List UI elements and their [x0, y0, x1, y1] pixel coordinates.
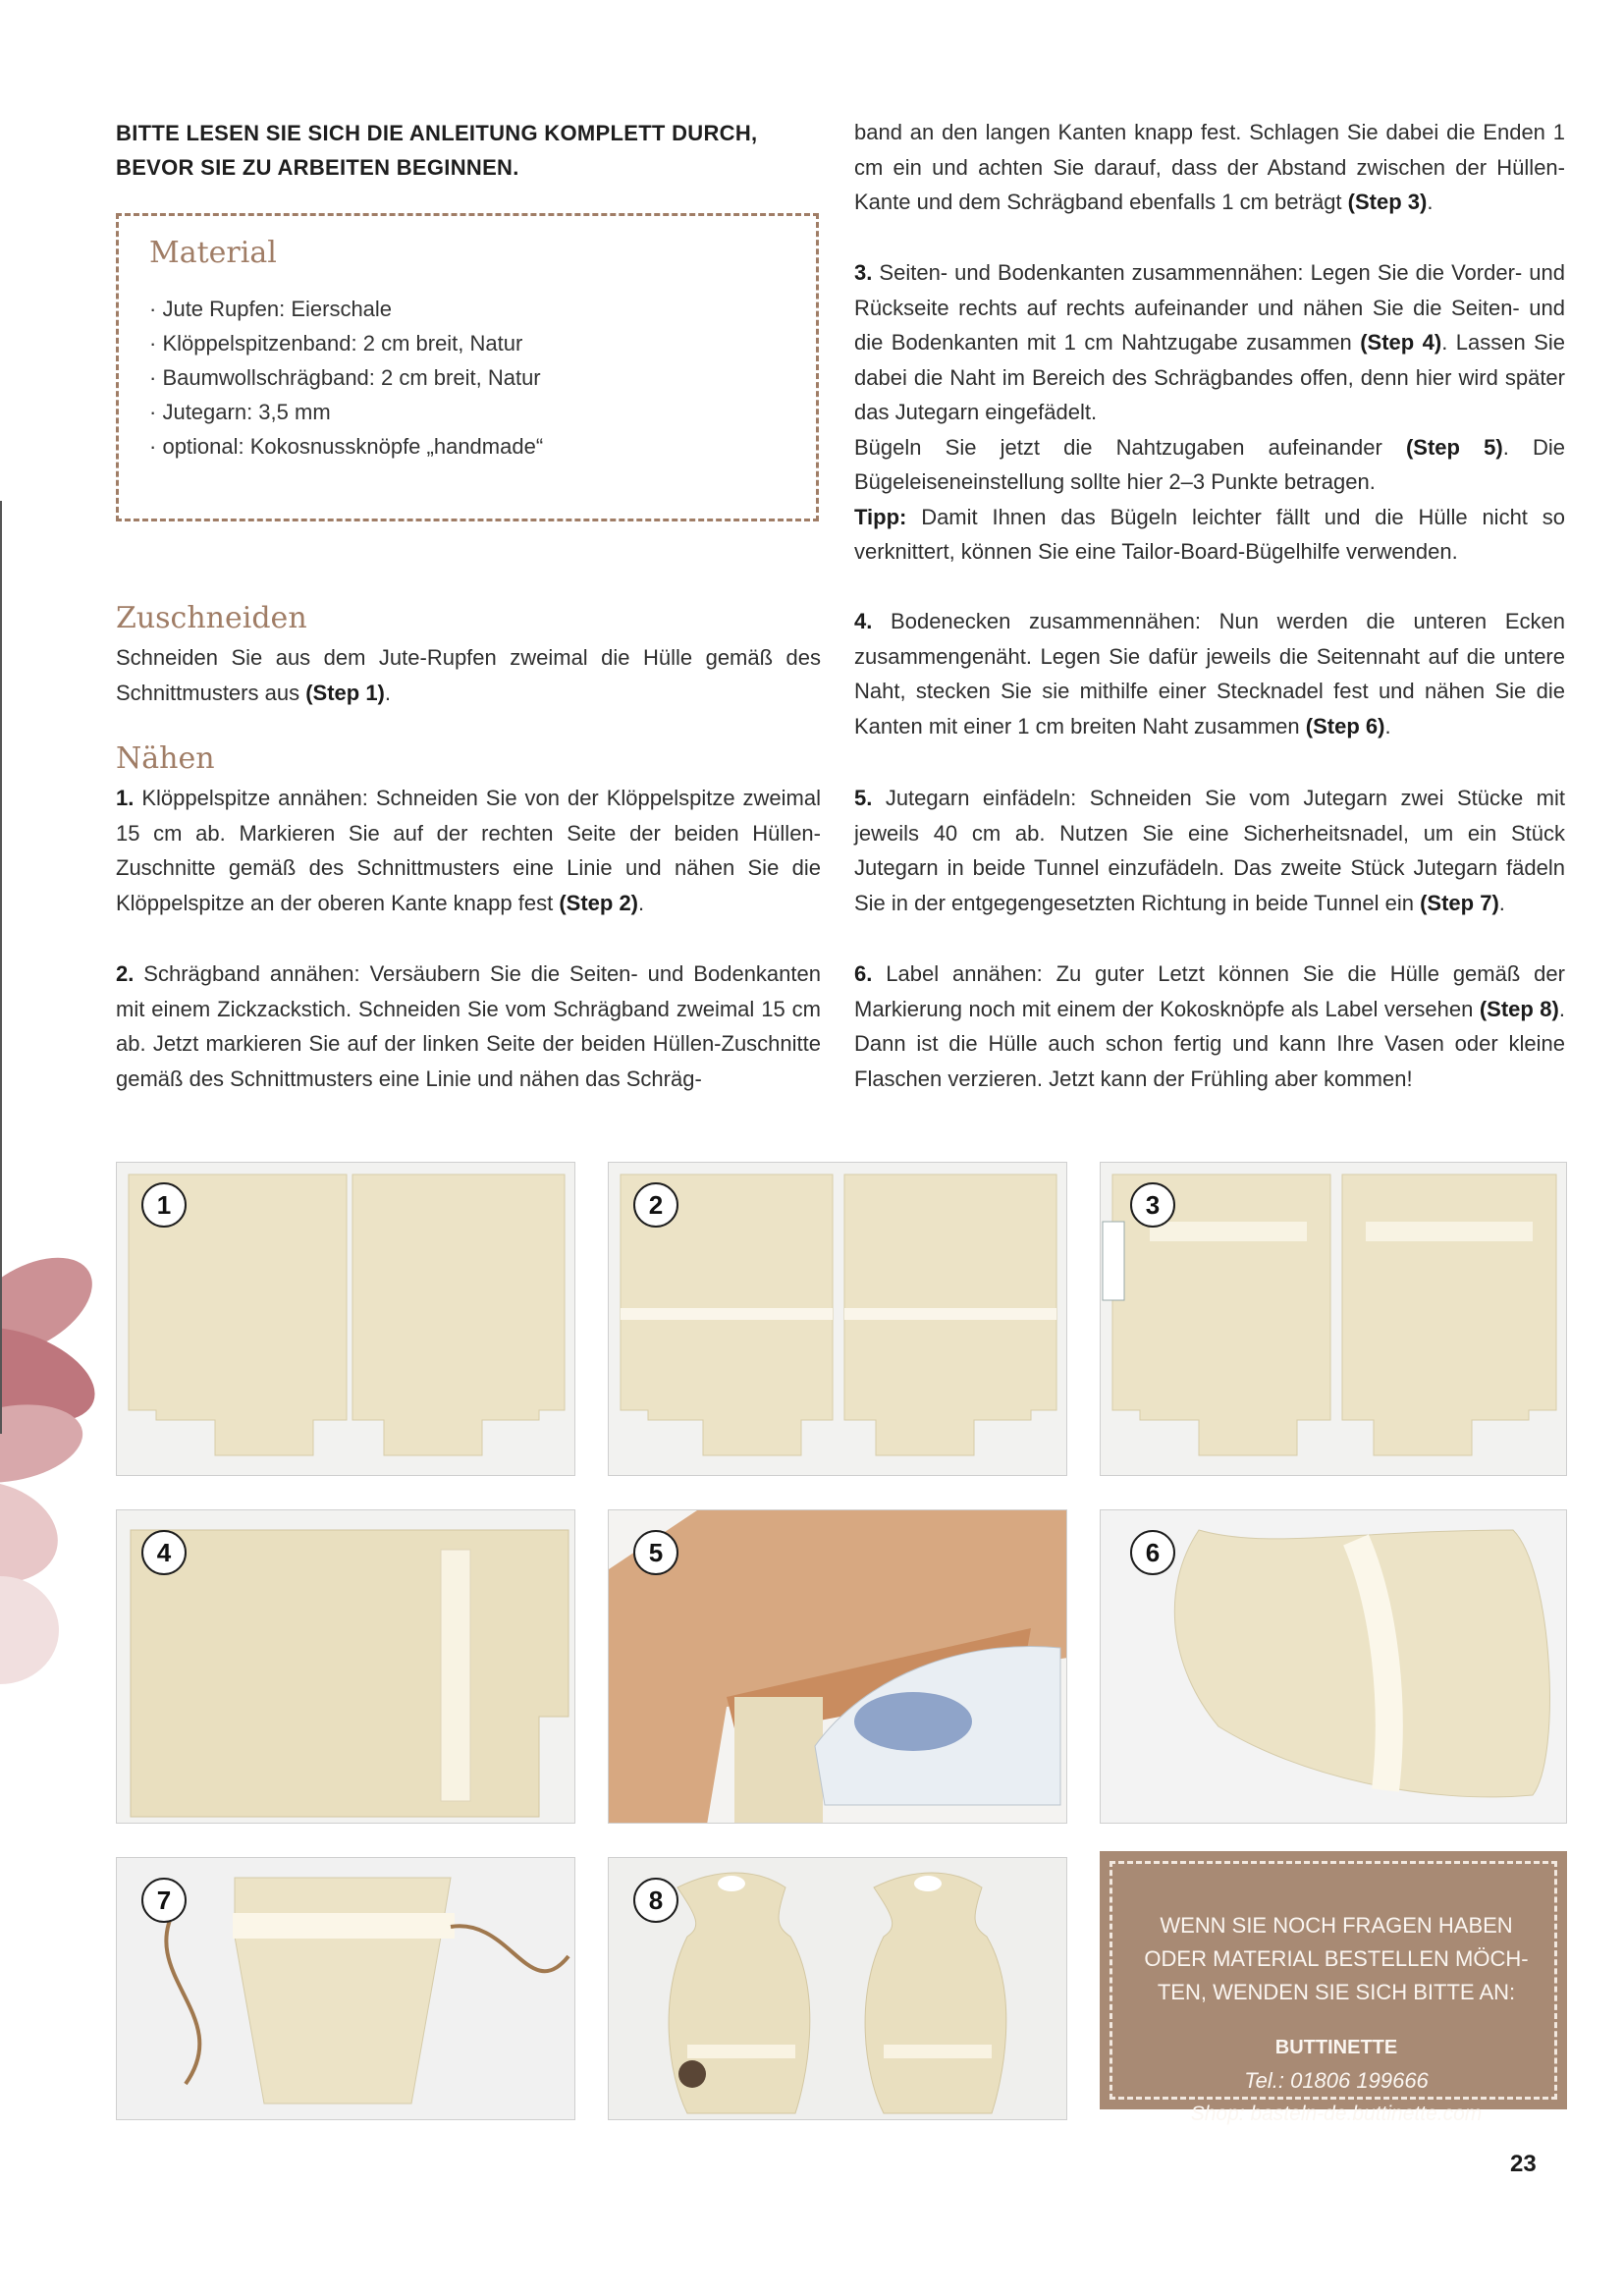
contact-box — [1100, 1851, 1567, 2125]
material-item: · Baumwollschrägband: 2 cm breit, Natur — [149, 360, 543, 395]
material-item: · optional: Kokosnussknöpfe „handmade“ — [149, 429, 543, 464]
intro-line: BITTE LESEN SIE SICH DIE ANLEITUNG KOMPLETT DURCH, — [116, 121, 758, 145]
step-ref: (Step 8) — [1479, 996, 1559, 1021]
step-photo-5 — [608, 1509, 1067, 1824]
step6-text: Label annähen: Zu guter Letzt können Sie die Hülle gemäß der Markierung noch mit einem der Kokosknöpfe als Label versehen — [854, 961, 1565, 1021]
step-ref: (Step 3) — [1347, 190, 1428, 214]
contact-line: TEN, WENDEN SIE SICH BITTE AN: — [1157, 1980, 1516, 2004]
step1-text: Klöppelspitze annähen: Schneiden Sie von der Klöppelspitze zweimal 15 cm ab. Markieren Sie auf der rechten Seite der beiden Hüllen-Zuschnitte gemäß des Schnittmusters eine Linie und nähen Sie die Klöppelspitze an der oberen Kante knapp fest — [116, 786, 821, 915]
material-item: · Klöppelspitzenband: 2 cm breit, Natur — [149, 326, 543, 360]
step-photo-7 — [116, 1857, 575, 2120]
cutting-heading: Zuschneiden — [116, 601, 307, 635]
step-number: 3. — [854, 260, 873, 285]
step-badge: 1 — [141, 1182, 187, 1228]
step6-text2: Dann ist die Hülle auch schon fertig und kann Ihre Vasen oder kleine Flaschen verzieren. Jetzt kann der Frühling aber kommen! — [854, 1031, 1565, 1091]
intro-line: BEVOR SIE ZU ARBEITEN BEGINNEN. — [116, 155, 519, 180]
step-ref: (Step 1) — [305, 680, 385, 705]
step-photo-2 — [608, 1162, 1067, 1476]
step-badge: 7 — [141, 1878, 187, 1923]
step-number: 4. — [854, 609, 873, 633]
intro-note — [116, 116, 823, 185]
contact-shop: Shop: basteln-de.buttinette.com — [1190, 2103, 1483, 2125]
step-photo-1 — [116, 1162, 575, 1476]
contact-line: WENN SIE NOCH FRAGEN HABEN — [1160, 1913, 1513, 1938]
step-ref: (Step 6) — [1305, 713, 1385, 738]
step-number: 5. — [854, 786, 873, 810]
step5-text: Jutegarn einfädeln: Schneiden Sie vom Jutegarn zwei Stücke mit jeweils 40 cm ab. Nutzen Sie eine Sicherheitsnadel, um ein Stück Jutegarn in beide Tunnel einzufädeln. Das zweite Stück Jutegarn fädeln Sie in der entgegengesetzten Richtung in beide Tunnel ein — [854, 786, 1565, 915]
step5-paragraph: 5. Jutegarn einfädeln: Schneiden Sie vom Jutegarn zwei Stücke mit jeweils 40 cm ab. Nutzen Sie eine Sicherheitsnadel, um ein Stück Jutegarn in beide Tunnel einzufädeln. Das zweite Stück Jutegarn fädeln Sie in der entgegengesetzten Richtung in beide Tunnel ein (Step 7). — [854, 786, 1565, 915]
step-photo-8 — [608, 1857, 1067, 2120]
material-item: · Jute Rupfen: Eierschale — [149, 292, 543, 326]
step3b-text2: Die Bügeleiseneinstellung sollte hier 2–3 Punkte betragen. — [854, 434, 1565, 494]
material-item: · Jutegarn: 3,5 mm — [149, 395, 543, 429]
step-badge: 8 — [633, 1878, 678, 1923]
step-badge: 4 — [141, 1530, 187, 1575]
contact-company: BUTTINETTE — [1274, 2037, 1398, 2058]
step-number: 1. — [116, 786, 135, 810]
step6-paragraph: 6. Label annähen: Zu guter Letzt können Sie die Hülle gemäß der Markierung noch mit einem der Kokosknöpfe als Label versehen (Step 8). Dann ist die Hülle auch schon fertig und kann Ihre Vasen oder kleine Flaschen verzieren. Jetzt kann der Frühling aber kommen! — [854, 961, 1565, 1091]
step4-paragraph: 4. Bodenecken zusammennähen: Nun werden die unteren Ecken zusammengenäht. Legen Sie dafür jeweils die Seitennaht auf die untere Naht, stecken Sie sie mithilfe einer Stecknadel fest und nähen Sie die Kanten mit einer 1 cm breiten Naht zusammen (Step 6). — [854, 609, 1565, 738]
step-photo-6 — [1100, 1509, 1567, 1824]
tip-label: Tipp: — [854, 504, 907, 529]
step-number: 2. — [116, 961, 135, 986]
step-ref: (Step 5) — [1405, 434, 1503, 460]
material-list — [149, 292, 543, 464]
tip-text: Damit Ihnen das Bügeln leichter fällt und die Hülle nicht so verknittert, können Sie eine Tailor-Board-Bügelhilfe verwenden. — [854, 504, 1565, 564]
step-badge: 2 — [633, 1182, 678, 1228]
cutting-paragraph: Schneiden Sie aus dem Jute-Rupfen zweimal die Hülle gemäß des Schnittmusters aus (Step 1). — [116, 645, 821, 705]
contact-phone: Tel.: 01806 199666 — [1244, 2068, 1429, 2093]
step-photo-3 — [1100, 1162, 1567, 1476]
sewing-heading: Nähen — [116, 741, 215, 776]
cutting-text: Schneiden Sie aus dem Jute-Rupfen zweimal die Hülle gemäß des Schnittmusters aus — [116, 645, 821, 705]
step-ref: (Step 4) — [1360, 330, 1442, 355]
step-number: 6. — [854, 961, 873, 986]
step2-text: Schrägband annähen: Versäubern Sie die Seiten- und Bodenkanten mit einem Zickzackstich. Schneiden Sie vom Schrägband zweimal 15 cm ab. Jetzt markieren Sie auf der linken Seite der beiden Hüllen-Zuschnitte gemäß des Schnittmusters eine Linie und nähen das Schräg- — [116, 961, 821, 1091]
material-title: Material — [149, 236, 277, 270]
page-number: 23 — [1510, 2151, 1537, 2177]
contact-border — [1110, 1861, 1557, 2125]
step-badge: 5 — [633, 1530, 678, 1575]
flower-decoration — [0, 1218, 118, 1728]
step4-text: Bodenecken zusammennähen: Nun werden die unteren Ecken zusammengenäht. Legen Sie dafür jeweils die Seitennaht auf die untere Naht, stecken Sie sie mithilfe einer Stecknadel fest und nähen Sie die Kanten mit einer 1 cm breiten Naht zusammen — [854, 609, 1565, 738]
step3-paragraph: 3. Seiten- und Bodenkanten zusammennähen: Legen Sie die Vorder- und Rückseite rechts auf rechts aufeinander und nähen Sie die Seiten- und die Bodenkanten mit 1 cm Nahtzugabe zusammen (Step 4). Lassen Sie dabei die Naht im Bereich des Schrägbandes offen, denn hier wird später das Jutegarn eingefädelt. Bügeln Sie jetzt die Nahtzugaben aufeinander (Step 5). Die Bügeleiseneinstellung sollte hier 2–3 Punkte betragen. Tipp: Damit Ihnen das Bügeln leichter fällt und die Hülle nicht so verknittert, können Sie eine Tailor-Board-Bügelhilfe verwenden. — [854, 260, 1565, 564]
step3b-text: Bügeln Sie jetzt die Nahtzugaben aufeinander — [854, 434, 1382, 460]
step3-text2: Lassen Sie dabei die Naht im Bereich des Schrägbandes offen, denn hier wird später das Jutegarn eingefädelt. — [854, 330, 1565, 424]
step-ref: (Step 7) — [1420, 890, 1499, 915]
step3-text: Seiten- und Bodenkanten zusammennähen: Legen Sie die Vorder- und Rückseite rechts auf rechts aufeinander und nähen Sie die Seiten- und die Bodenkanten mit 1 cm Nahtzugabe zusammen — [854, 260, 1565, 355]
step2-continued: band an den langen Kanten knapp fest. Schlagen Sie dabei die Enden 1 cm ein und achten Sie darauf, dass der Abstand zwischen der Hüllen-Kante und dem Schrägband ebenfalls 1 cm beträgt (Step 3). — [854, 120, 1565, 214]
step-ref: (Step 2) — [559, 890, 639, 915]
step-badge: 6 — [1130, 1530, 1175, 1575]
step-photo-4 — [116, 1509, 575, 1824]
step2-paragraph — [116, 957, 821, 1096]
step-badge: 3 — [1130, 1182, 1175, 1228]
contact-line: ODER MATERIAL BESTELLEN MÖCH- — [1144, 1946, 1529, 1971]
step2-cont-text: band an den langen Kanten knapp fest. Schlagen Sie dabei die Enden 1 cm ein und achten Sie darauf, dass der Abstand zwischen der Hüllen-Kante und dem Schrägband ebenfalls 1 cm beträgt — [854, 120, 1565, 214]
left-edge-line — [0, 501, 2, 1434]
step1-paragraph: 1. Klöppelspitze annähen: Schneiden Sie von der Klöppelspitze zweimal 15 cm ab. Markieren Sie auf der rechten Seite der beiden Hüllen-Zuschnitte gemäß des Schnittmusters eine Linie und nähen Sie die Klöppelspitze an der oberen Kante knapp fest (Step 2). — [116, 786, 821, 915]
